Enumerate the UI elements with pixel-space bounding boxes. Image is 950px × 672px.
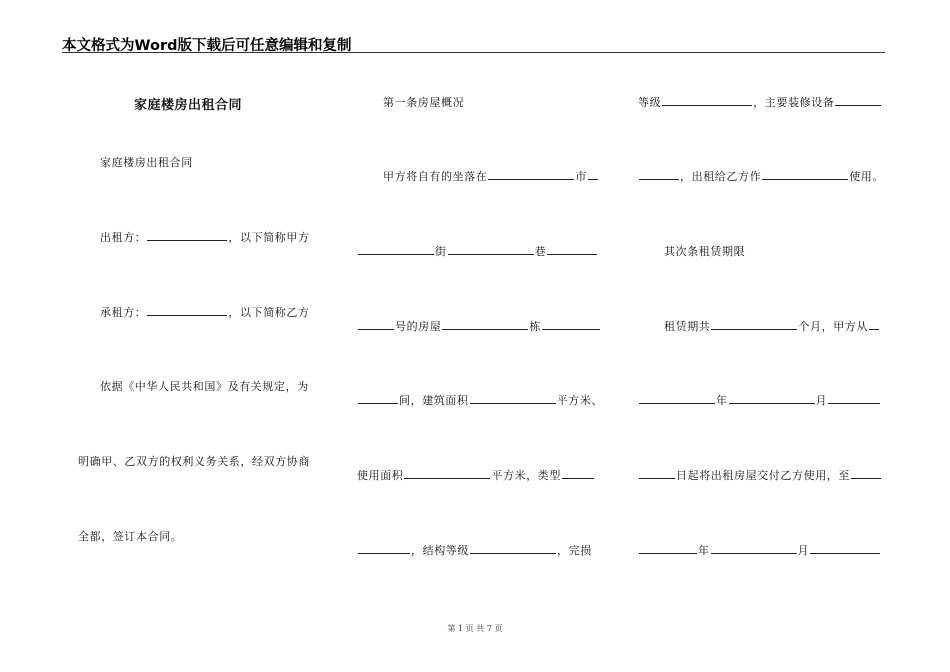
start-day-blank[interactable] (828, 393, 880, 404)
city-label: 市 (575, 170, 588, 183)
usage-suffix: 使用。 (849, 170, 885, 183)
term-line-3 (638, 467, 882, 483)
start-year-label: 年 (716, 394, 728, 407)
end-day-blank[interactable] (810, 543, 880, 554)
structure-grade-label: ，结构等级 (411, 544, 469, 557)
grade-label: 等级 (638, 96, 662, 109)
number-blank[interactable] (547, 244, 597, 255)
basis-paragraph-line-3: 全都，签订本合同。 (78, 530, 183, 543)
lessee-line (100, 304, 310, 320)
property-location-label: 甲方将自有的坐落在 (383, 170, 488, 183)
section-1-heading: 第一条房屋概况 (383, 96, 465, 109)
building-blank[interactable] (442, 319, 528, 330)
type-label: 平方米，类型 (491, 469, 562, 482)
lessor-label: 出租方： (100, 231, 147, 244)
end-blank[interactable] (851, 468, 881, 479)
city-blank[interactable] (588, 169, 598, 180)
lessee-label: 承租方： (100, 306, 147, 319)
contract-subtitle: 家庭楼房出租合同 (100, 156, 193, 169)
usage-line (638, 168, 884, 184)
equipment-label: ，主要装修设备 (753, 96, 835, 109)
end-year-blank[interactable] (639, 543, 697, 554)
lessor-blank[interactable] (147, 230, 227, 241)
usage-label: ，出租给乙方作 (680, 170, 762, 183)
start-year-blank[interactable] (639, 393, 715, 404)
condition-line (638, 94, 882, 110)
term-from-label: 个月，甲方从 (798, 320, 869, 333)
usable-area-blank[interactable] (404, 468, 490, 479)
rooms-blank[interactable] (542, 319, 600, 330)
structure-grade-blank[interactable] (470, 543, 556, 554)
term-line-1 (664, 318, 880, 334)
lessor-line (100, 229, 310, 245)
end-month-blank[interactable] (711, 543, 797, 554)
usable-area-label: 使用面积 (357, 469, 404, 482)
basis-paragraph-line-1: 依据《中华人民共和国》及有关规定，为 (100, 380, 309, 393)
property-line-6 (357, 542, 592, 558)
grade-blank[interactable] (662, 95, 752, 106)
usage-blank[interactable] (762, 169, 848, 180)
equipment-blank[interactable] (835, 95, 881, 106)
lane-label: 巷 (534, 245, 547, 258)
street-label: 街 (435, 245, 447, 258)
property-line-1 (383, 168, 599, 184)
page-number: 第 1 页 共 7 页 (447, 624, 503, 633)
section-2-heading: 其次条租赁期限 (664, 245, 746, 258)
lane-blank[interactable] (448, 244, 534, 255)
street-blank[interactable] (358, 244, 434, 255)
start-month-blank[interactable] (729, 393, 815, 404)
term-label: 租赁期共 (664, 320, 711, 333)
type-blank[interactable] (562, 468, 594, 479)
house-label: 号的房屋 (395, 320, 442, 333)
property-line-3 (357, 318, 601, 334)
start-day-cont-blank[interactable] (639, 468, 675, 479)
basis-paragraph-line-2: 明确甲、乙双方的权利义务关系，经双方协商 (78, 455, 310, 468)
term-from-blank[interactable] (869, 319, 879, 330)
room-count-blank[interactable] (358, 393, 398, 404)
floor-area-blank[interactable] (470, 393, 556, 404)
equipment-cont-blank[interactable] (639, 169, 679, 180)
lessor-note: ，以下简称甲方 (228, 231, 310, 244)
end-year-label: 年 (698, 544, 710, 557)
end-month-label: 月 (797, 544, 810, 557)
floor-area-label: 间，建筑面积 (399, 394, 469, 407)
building-label: 栋 (529, 320, 542, 333)
condition-label: ，完损 (557, 544, 592, 557)
property-line-2 (357, 243, 598, 259)
contract-title: 家庭楼房出租合同 (134, 98, 243, 113)
property-line-5 (357, 467, 595, 483)
term-line-2 (638, 392, 881, 408)
floor-area-unit: 平方米、 (556, 394, 604, 407)
term-months-blank[interactable] (711, 319, 797, 330)
property-line-4 (357, 392, 603, 408)
term-line-4 (638, 542, 881, 558)
delivery-label: 日起将出租房屋交付乙方使用，至 (676, 469, 850, 482)
document-banner: 本文格式为Word版下载后可任意编辑和复制 (62, 38, 352, 54)
type-value-blank[interactable] (358, 543, 410, 554)
lessee-blank[interactable] (147, 305, 227, 316)
house-number-blank[interactable] (358, 319, 394, 330)
start-month-label: 月 (815, 394, 828, 407)
property-location-blank[interactable] (488, 169, 574, 180)
banner-divider (62, 52, 885, 53)
lessee-note: ，以下简称乙方 (228, 306, 310, 319)
